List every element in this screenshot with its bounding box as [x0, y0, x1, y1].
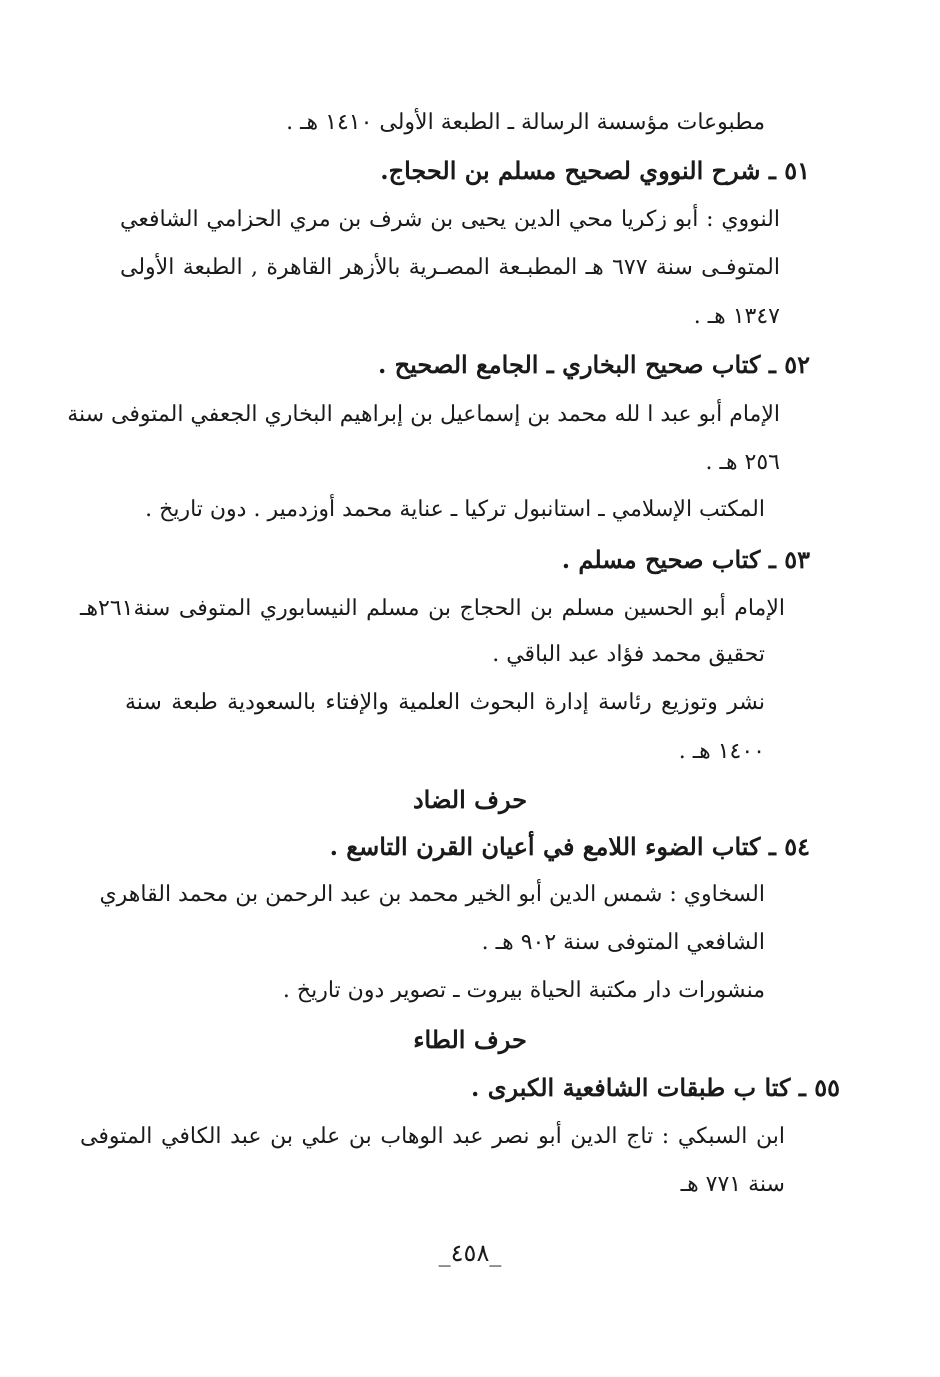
text-line: المكتب الإسلامي ـ استانبول تركيا ـ عناية محمد أوزدمير . دون تاريخ .: [145, 497, 765, 522]
text-line: نشر وتوزيع رئاسة إدارة البحوث العلمية والإفتاء بالسعودية طبعة سنة: [125, 690, 765, 715]
text-line: سنة ٧٧١ هـ: [680, 1172, 785, 1197]
entry-heading: ٥٣ ـ كتاب صحيح مسلم .: [561, 545, 810, 574]
entry-heading: ٥٥ ـ كتا ب طبقات الشافعية الكبرى .: [471, 1073, 840, 1102]
text-line: منشورات دار مكتبة الحياة بيروت ـ تصوير دون تاريخ .: [282, 978, 765, 1003]
section-heading: حرف الطاء: [413, 1025, 527, 1054]
text-line: مطبوعات مؤسسة الرسالة ـ الطبعة الأولى ١٤١٠ هـ .: [286, 110, 765, 135]
page-number: _٤٥٨_: [438, 1239, 502, 1267]
text-line: ٢٥٦ هـ .: [705, 450, 780, 475]
text-line: تحقيق محمد فؤاد عبد الباقي .: [492, 642, 765, 667]
section-heading: حرف الضاد: [412, 785, 528, 814]
entry-heading: ٥٤ ـ كتاب الضوء اللامع في أعيان القرن التاسع .: [329, 832, 810, 861]
text-line: النووي : أبو زكريا محي الدين يحيى بن شرف بن مري الحزامي الشافعي: [120, 207, 780, 232]
text-line: المتوفـى سنة ٦٧٧ هـ المطبـعة المصـرية بالأزهر القاهرة , الطبعة الأولى: [120, 255, 780, 280]
text-line: ١٤٠٠ هـ .: [678, 739, 765, 764]
text-line: الإمام أبو الحسين مسلم بن الحجاج بن مسلم النيسابوري المتوفى سنة٢٦١هـ: [80, 596, 785, 621]
entry-heading: ٥٢ ـ كتاب صحيح البخاري ـ الجامع الصحيح .: [377, 350, 810, 379]
text-line: الإمام أبو عبد ا لله محمد بن إسماعيل بن إبراهيم البخاري الجعفي المتوفى سنة: [67, 402, 780, 427]
text-line: السخاوي : شمس الدين أبو الخير محمد بن عبد الرحمن بن محمد القاهري: [99, 882, 765, 907]
text-line: الشافعي المتوفى سنة ٩٠٢ هـ .: [481, 930, 765, 955]
entry-heading: ٥١ ـ شرح النووي لصحيح مسلم بن الحجاج.: [380, 156, 810, 185]
text-line: ابن السبكي : تاج الدين أبو نصر عبد الوهاب بن علي بن عبد الكافي المتوفى: [80, 1124, 785, 1149]
text-line: ١٣٤٧ هـ .: [693, 304, 780, 329]
